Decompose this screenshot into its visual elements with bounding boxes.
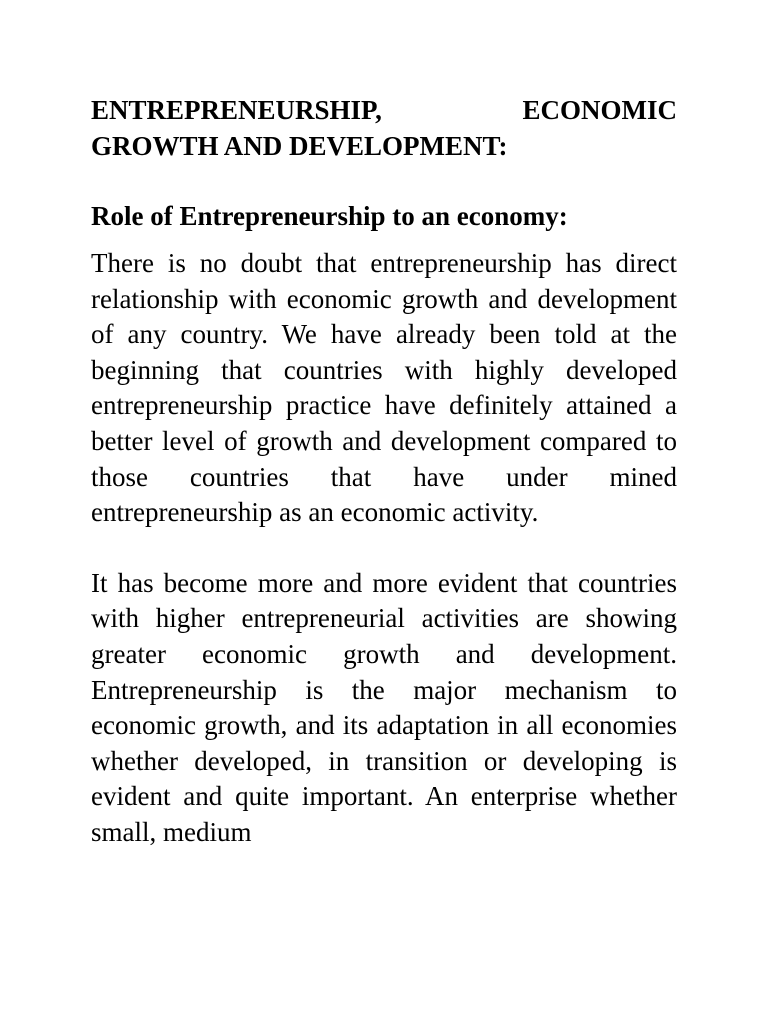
document-title-line-1: ENTREPRENEURSHIP, ECONOMIC xyxy=(91,95,677,125)
section-heading: Role of Entrepreneurship to an economy: xyxy=(91,201,568,231)
document-title xyxy=(91,92,677,164)
document-body xyxy=(91,92,677,851)
paragraph-2: It has become more and more evident that countries with higher entrepreneurial activities are showing greater economic growth and development. Entrepreneurship is the major mechanism to economic growth, and its adaptation in all economies whether developed, in transition or developing is evident and quite important. An enterprise whether small, medium xyxy=(91,567,677,847)
document-title-line-2: GROWTH AND DEVELOPMENT: xyxy=(91,131,508,161)
paragraph-1: There is no doubt that entrepreneurship has direct relationship with economic growth and development of any country. We have already been told at the beginning that countries with highly developed entrepreneurship practice have definitely attained a better level of growth and development compared to those countries that have under mined entrepreneurship as an economic activity. xyxy=(91,248,677,528)
